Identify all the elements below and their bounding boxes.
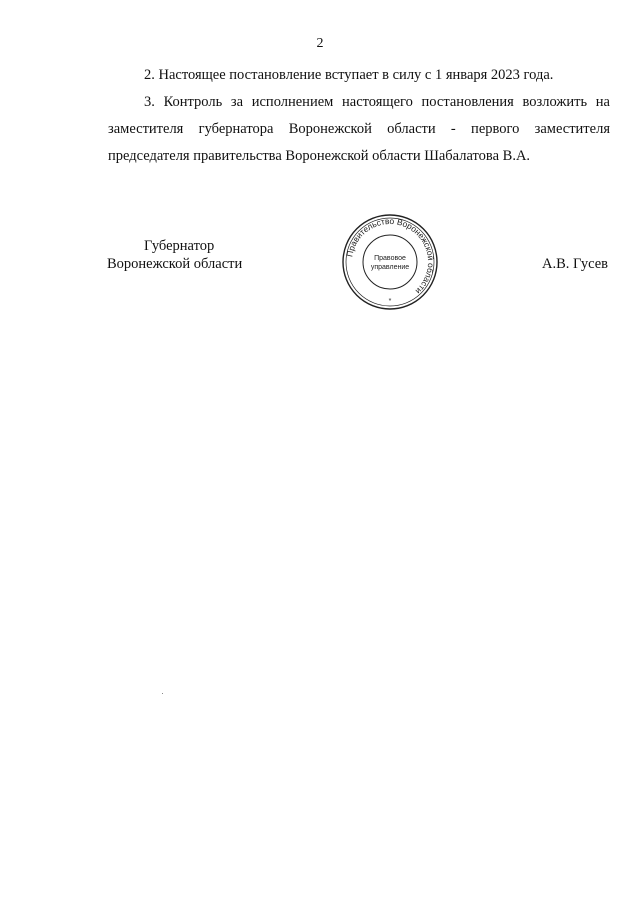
seal-center-line-1: Правовое <box>374 255 406 262</box>
signatory-title-line-1: Губернатор <box>144 238 215 254</box>
seal-ring-text: Правительство Воронежской области <box>344 215 437 297</box>
signatory-title-line-2: Воронежской области <box>107 256 243 272</box>
seal-center-line-2: управление <box>370 264 410 271</box>
seal-star: * <box>388 298 392 305</box>
official-seal <box>340 212 440 312</box>
paragraph-effective-date: 2. Настоящее постановление вступает в силу с 1 января 2023 года. <box>144 67 554 83</box>
page-number: 2 <box>316 36 324 51</box>
paragraph-control: 3. Контроль за исполнением настоящего постановления возложить на заместителя губернатора Воронежской области - первого заместителя председателя правительства Воронежской области Шабалатова В.А. <box>108 94 610 164</box>
scan-artifact-dot <box>162 693 163 694</box>
signatory-name: А.В. Гусев <box>542 256 608 272</box>
